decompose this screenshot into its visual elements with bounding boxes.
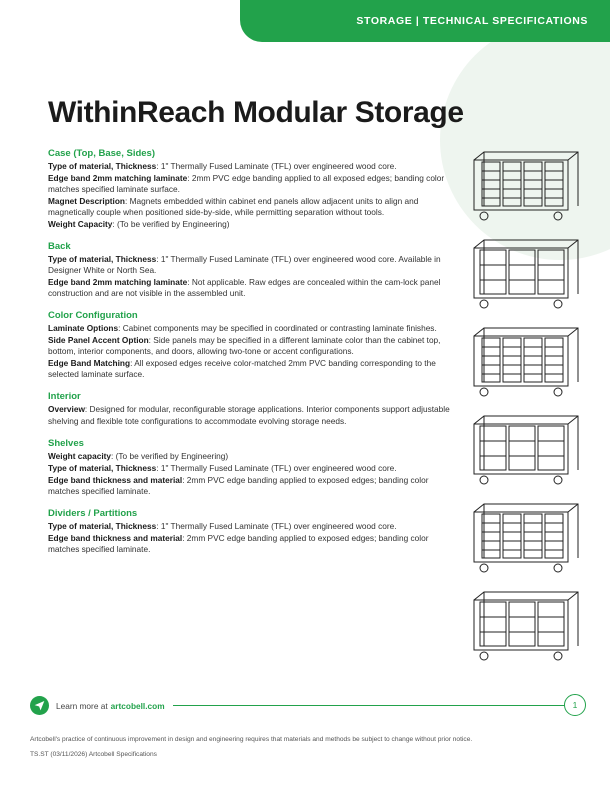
spec-line-label: Overview bbox=[48, 404, 85, 415]
cabinet-lower-bins-shelving bbox=[466, 586, 584, 664]
cabinet-tote-columns bbox=[466, 498, 584, 576]
section-heading: Shelves bbox=[48, 437, 84, 449]
section-heading: Color Configuration bbox=[48, 310, 138, 322]
spec-line-text: : (To be verified by Engineering) bbox=[111, 450, 229, 461]
spec-line bbox=[48, 404, 458, 426]
cabinet-open-cubby-shelving bbox=[466, 234, 584, 312]
website-link[interactable]: artcobell.com bbox=[110, 700, 165, 711]
cabinet-open-shelving-wide bbox=[466, 410, 584, 488]
spec-section bbox=[48, 508, 458, 555]
cabinet-tall-tote-storage bbox=[466, 146, 584, 224]
spec-line bbox=[48, 277, 458, 299]
spec-line bbox=[48, 219, 458, 230]
spec-line-label: Type of material, Thickness bbox=[48, 520, 157, 531]
section-heading: Back bbox=[48, 241, 71, 253]
spec-line-text: : 1" Thermally Fused Laminate (TFL) over engineered wood core. Available in Designer White or North Sea. bbox=[48, 254, 441, 276]
spec-line-text: : 1" Thermally Fused Laminate (TFL) over engineered wood core. bbox=[156, 462, 397, 473]
spec-line bbox=[48, 358, 458, 380]
spec-section bbox=[48, 241, 458, 299]
learn-more-label: Learn more at bbox=[56, 700, 108, 711]
spec-line-label: Edge band 2mm matching laminate bbox=[48, 277, 188, 288]
spec-line bbox=[48, 475, 458, 497]
spec-line-label: Type of material, Thickness bbox=[48, 462, 157, 473]
spec-line-label: Edge band 2mm matching laminate bbox=[48, 173, 188, 184]
spec-line-text: : 2mm PVC edge banding applied to all exposed edges; banding color matches specified laminate surface. bbox=[48, 173, 445, 195]
spec-line-text: : (To be verified by Engineering) bbox=[112, 219, 230, 230]
cabinet-mixed-shelf-tote bbox=[466, 322, 584, 400]
spec-line-text: : All exposed edges receive color-matched 2mm PVC banding corresponding to the selected laminate surface. bbox=[48, 358, 436, 380]
spec-line bbox=[48, 323, 458, 334]
spec-section bbox=[48, 310, 458, 380]
section-heading: Dividers / Partitions bbox=[48, 507, 138, 519]
spec-line bbox=[48, 451, 458, 462]
spec-section bbox=[48, 391, 458, 426]
paper-plane-icon bbox=[30, 696, 49, 715]
spec-line bbox=[48, 196, 458, 218]
spec-line-text: : 2mm PVC edge banding applied to exposed edges; banding color matches specified laminate. bbox=[48, 532, 429, 554]
spec-line bbox=[48, 463, 458, 474]
spec-line-label: Edge Band Matching bbox=[48, 358, 131, 369]
section-heading: Interior bbox=[48, 391, 81, 403]
footer-disclaimer: Artcobell's practice of continuous improvement in design and engineering requires that materials and methods be subject to change without prior notice. bbox=[30, 736, 473, 743]
header-eyebrow: STORAGE | TECHNICAL SPECIFICATIONS bbox=[356, 15, 588, 27]
spec-line-text: : Side panels may be specified in a different laminate color than the cabinet top, bottom, interior components, and doors, allowing two-tone or accent configurations. bbox=[48, 335, 441, 357]
spec-line-text: : Not applicable. Raw edges are concealed within the cam-lock panel construction and are not visible in the assembled unit. bbox=[48, 277, 441, 299]
spec-line bbox=[48, 254, 458, 276]
spec-section bbox=[48, 438, 458, 497]
illustration-column bbox=[466, 146, 584, 674]
spec-line-label: Edge band thickness and material bbox=[48, 474, 183, 485]
spec-line-label: Edge band thickness and material bbox=[48, 532, 183, 543]
spec-line-label: Laminate Options bbox=[48, 323, 119, 334]
spec-line bbox=[48, 533, 458, 555]
spec-line bbox=[48, 173, 458, 195]
spec-line-text: : 1" Thermally Fused Laminate (TFL) over engineered wood core. bbox=[156, 161, 397, 171]
spec-line-label: Weight capacity bbox=[48, 450, 112, 461]
page-number-badge: 1 bbox=[564, 694, 586, 716]
spec-line-text: : Cabinet components may be specified in coordinated or contrasting laminate finishes. bbox=[118, 323, 437, 334]
spec-line-text: : Designed for modular, reconfigurable storage applications. Interior components support adjustable shelving and flexible tote configurations to accommodate evolving storage needs. bbox=[48, 404, 450, 426]
spec-line bbox=[48, 521, 458, 532]
spec-line-text: : 1" Thermally Fused Laminate (TFL) over engineered wood core. bbox=[156, 520, 397, 531]
spec-section bbox=[48, 148, 458, 230]
spec-sections bbox=[48, 148, 458, 566]
footer bbox=[0, 687, 610, 787]
spec-line-label: Magnet Description bbox=[48, 196, 125, 207]
learn-more-block[interactable] bbox=[30, 696, 173, 715]
page-title: WithinReach Modular Storage bbox=[48, 96, 464, 130]
spec-line-text: : Magnets embedded within cabinet end panels allow adjacent units to align and magnetically couple when positioned side-by-side, while permitting separation without tools. bbox=[48, 196, 419, 218]
spec-line-label: Weight Capacity bbox=[48, 219, 113, 230]
spec-line bbox=[48, 161, 458, 172]
spec-line-label: Type of material, Thickness bbox=[48, 254, 157, 265]
footer-document-id: TS.ST (03/11/2026) Artcobell Specifications bbox=[30, 751, 157, 758]
section-heading: Case (Top, Base, Sides) bbox=[48, 148, 155, 159]
spec-line-text: : 2mm PVC edge banding applied to exposed edges; banding color matches specified laminate. bbox=[48, 474, 429, 496]
spec-line-label: Side Panel Accent Option bbox=[48, 335, 149, 346]
spec-line bbox=[48, 335, 458, 357]
header-bar bbox=[240, 0, 610, 42]
spec-line-label: Type of material, Thickness bbox=[48, 161, 157, 171]
